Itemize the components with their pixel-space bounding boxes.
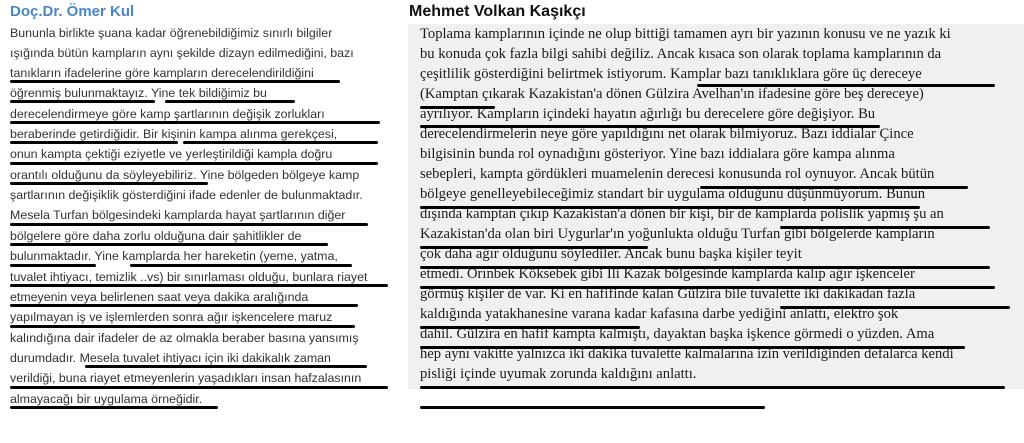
left-text-line: yapılmayan iş ve işlemlerden sonra ağır işkencelere maruz — [10, 310, 333, 324]
left-text-line: tuvalet ihtiyacı, temizlik ..vs) bir sınırlaması olduğu, bunlara riayet — [10, 270, 368, 284]
highlight-underline — [420, 246, 648, 249]
highlight-underline — [10, 264, 96, 267]
highlight-underline — [780, 306, 1010, 309]
right-text-line: dışında kamptan çıkıp Kazakistan'a dönen bir kişi, bir de kamplarda polislik yapmış şu an — [420, 206, 944, 222]
left-text-line: öğrenmiş bulunmaktayız. Yine tek bildiğimiz bu — [10, 86, 267, 100]
left-text-line: durumdadır. Mesela tuvalet ihtiyacı için iki dakikalık zaman — [10, 351, 331, 365]
left-text-line: almayacağı bir uygulama örneğidir. — [10, 392, 203, 406]
left-text-line: Mesela Turfan bölgesindeki kamplarda hayat şartlarının diğer — [10, 208, 346, 222]
highlight-underline — [10, 304, 358, 307]
right-text-line: görmüş kişiler de var. Ki en hafifinde kalan Gülzira bile tuvalette iki dakikadan fazla — [420, 286, 916, 302]
left-text-line: bölgelere göre daha zorlu olduğuna dair şahitlikler de — [10, 229, 302, 243]
highlight-underline — [10, 162, 378, 165]
highlight-underline — [130, 264, 352, 267]
right-author-name: Mehmet Volkan Kaşıkçı — [409, 3, 586, 20]
left-text-line: kalındığına dair ifadeler de az olmakla beraber basına yansımış — [10, 331, 359, 345]
left-text-line: verildiği, buna riayet etmeyenlerin yaşadıkları insan hafzalasının — [10, 371, 362, 385]
right-text-line: sebepleri, kampta gördükleri muamelenin derecesi konusunda rol oynuyor. Ancak bütün — [420, 166, 935, 182]
highlight-underline — [780, 226, 990, 229]
left-text-line: etmeyenin veya belirlenen saat veya dakika aralığında — [10, 290, 309, 304]
highlight-underline — [10, 80, 340, 83]
right-text-line: dahil. Gülzira en hafif kampta kalmıştı, dayaktan başka işkence görmedi o yüzden. Ama — [420, 326, 935, 342]
left-text-line: Bununla birlikte şuana kadar öğrenebildiğimiz sınırlı bilgiler — [10, 26, 333, 40]
right-text-line: Toplama kamplarının içinde ne olup bittiği tamamen ayrı bir yazının konusu ve ne yazık ki — [420, 26, 951, 42]
right-text-line: ayrılıyor. Kampların içindeki hayatın ağırlığı bu derecelere göre değişiyor. Bu — [420, 106, 876, 122]
highlight-underline — [10, 325, 355, 328]
right-text-line: çok daha ağır olduğunu söylediler. Ancak bunu başka kişiler teyit — [420, 246, 802, 262]
right-text-line: çeşitlilik gösterdiğini belirtmek istiyorum. Kamplar bazı tanıklıklara göre üç dereceye — [420, 66, 922, 82]
highlight-underline — [10, 141, 178, 144]
highlight-underline — [420, 266, 990, 269]
right-text-line: bilgisinin bunda rol oynadığını gösteriyor. Yine bazı iddialara göre kampa alınma — [420, 146, 895, 162]
highlight-underline — [420, 286, 995, 289]
right-text-line: bu konuda çok fazla bilgi sahibi değiliz. Ancak kısaca son olarak toplama kamplarının da — [420, 46, 942, 62]
left-text-line: orantılı olduğunu da söyleyebiliriz. Yine bölgeden bölgeye kamp — [10, 168, 360, 182]
right-text-line: derecelendirmelerin neye göre yapıldığını net olarak bilmiyoruz. Bazı iddialar Çince — [420, 126, 914, 142]
right-text-line: etmedi. Orınbek Köksebek gibi İli Kazak bölgesinde kamplarda kalıp ağır işkenceler — [420, 266, 915, 282]
highlight-underline — [420, 386, 1005, 389]
highlight-underline — [420, 406, 765, 409]
right-excerpt-panel — [400, 0, 1024, 443]
left-text-line: tanıkların ifadelerine göre kampların derecelendirildiğini — [10, 66, 314, 80]
highlight-underline — [420, 125, 880, 128]
highlight-underline — [10, 386, 388, 389]
highlight-underline — [10, 284, 388, 287]
highlight-underline — [697, 84, 995, 87]
left-text-line: şartlarının değişiklik gösterdiğini ifade edenler de bulunmaktadır. — [10, 188, 363, 202]
highlight-underline — [420, 206, 920, 209]
right-text-line: (Kamptan çıkarak Kazakistan'a dönen Gülzira Avelhan'ın ifadesine göre beş dereceye) — [420, 86, 924, 102]
right-text-line: Kazakistan'da olan biri Uygurlar'ın yoğunlukta olduğu Turfan gibi bölgelerde kampların — [420, 226, 935, 242]
highlight-underline — [10, 182, 208, 185]
highlight-underline — [10, 100, 155, 103]
right-text-line: pisliği içinde uyumak zorunda kaldığını anlattı. — [420, 366, 697, 382]
highlight-underline — [10, 243, 328, 246]
left-excerpt-panel — [0, 0, 400, 443]
highlight-underline — [10, 121, 380, 124]
highlight-underline — [10, 406, 218, 409]
right-text-line: kaldığında yatakhanesine varana kadar kafasına darbe yediğini anlattı, elektro şok — [420, 306, 899, 322]
highlight-underline — [420, 106, 495, 109]
highlight-underline — [85, 365, 367, 368]
right-text-line: hep aynı vakitte yalnızca iki dakika tuvalette kalmalarına izin verildiğinden defalarca kendi — [420, 346, 954, 362]
highlight-underline — [183, 141, 378, 144]
left-text-line: derecelendirmeye göre kamp şartlarının değişik zorlukları — [10, 107, 325, 121]
left-text-line: ışığında bütün kampların aynı şekilde dizayn edilmediğini, bazı — [10, 46, 354, 60]
highlight-underline — [165, 100, 295, 103]
highlight-underline — [420, 326, 640, 329]
left-text-line: beraberinde getirdiğidir. Bir kişinin kampa alınma gerekçesi, — [10, 127, 338, 141]
left-text-line: onun kampta çektiği eziyetle ve yerleştirildiği kampla doğru — [10, 147, 333, 161]
highlight-underline — [700, 186, 968, 189]
left-text-line: bulunmaktadır. Yine kamplarda her hareketin (yeme, yatma, — [10, 249, 338, 263]
highlight-underline — [10, 223, 368, 226]
right-text-line: bölgeye genelleyebileceğimiz standart bir uygulama olduğunu düşünmüyorum. Bunun — [420, 186, 925, 202]
left-author-name: Doç.Dr. Ömer Kul — [10, 3, 135, 20]
highlight-underline — [420, 346, 965, 349]
